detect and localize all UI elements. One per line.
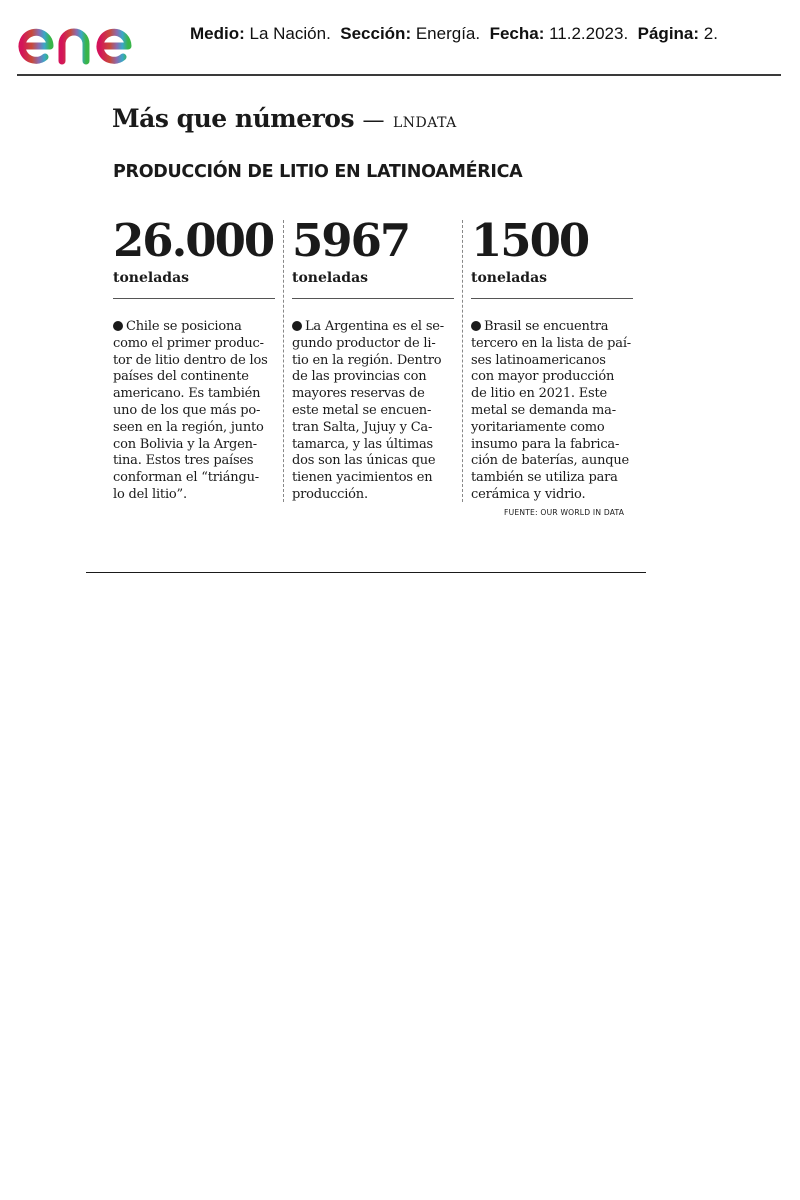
figure-value: 1500 — [471, 214, 589, 267]
medio-label: Medio: — [190, 24, 245, 43]
text-line: yoritariamente como — [471, 419, 605, 435]
text-line: también se utiliza para — [471, 470, 618, 486]
section-source: LNDATA — [392, 115, 457, 131]
metadata-line — [190, 24, 718, 44]
text-line: con mayor producción — [471, 369, 615, 385]
text-line: cerámica y vidrio. — [471, 486, 586, 502]
text-line: tio en la región. Dentro — [292, 352, 442, 368]
column-rule — [471, 298, 633, 299]
figure-value: 26.000 — [113, 214, 274, 267]
text-line: Brasil se encuentra — [471, 319, 633, 336]
text-line: tamarca, y las últimas — [292, 436, 434, 452]
figure-unit: toneladas — [113, 270, 190, 286]
text-line: tor de litio dentro de los — [113, 352, 268, 368]
source-credit: FUENTE: OUR WORLD IN DATA — [504, 508, 625, 517]
column-rule — [292, 298, 454, 299]
section-title: Más que números — [112, 104, 355, 133]
text-line: tran Salta, Jujuy y Ca- — [292, 419, 433, 435]
column-brasil — [471, 214, 633, 504]
medio-value: La Nación. — [249, 24, 331, 43]
column-separator — [462, 220, 463, 502]
text-line: con Bolivia y la Argen- — [113, 436, 257, 452]
figure-unit: toneladas — [471, 270, 548, 286]
bullet-icon — [292, 321, 302, 331]
bullet-icon — [113, 321, 123, 331]
text-line: de litio en 2021. Este — [471, 386, 608, 402]
text-line: La Argentina es el se- — [292, 319, 454, 336]
text-line: seen en la región, junto — [113, 419, 264, 435]
column-text — [471, 319, 633, 504]
text-line: conforman el “triángu- — [113, 470, 259, 486]
text-line: mayores reservas de — [292, 386, 425, 402]
text-line: este metal se encuen- — [292, 402, 432, 418]
text-line: americano. Es también — [113, 386, 261, 402]
text-line: tina. Estos tres países — [113, 453, 254, 469]
text-line: ción de baterías, aunque — [471, 453, 630, 469]
bullet-icon — [471, 321, 481, 331]
text-line: metal se demanda ma- — [471, 402, 616, 418]
text-line: lo del litio”. — [113, 486, 187, 502]
fecha-label: Fecha: — [489, 24, 545, 43]
figure-unit: toneladas — [292, 270, 369, 286]
text-line: ses latinoamericanos — [471, 352, 606, 368]
section-line — [112, 104, 457, 133]
text-line: tercero en la lista de paí- — [471, 335, 631, 351]
text-line: Chile se posiciona — [113, 319, 275, 336]
enel-logo — [16, 14, 172, 68]
text-line: países del continente — [113, 369, 249, 385]
pagina-label: Página: — [637, 24, 700, 43]
column-text — [292, 319, 454, 504]
text-line: gundo productor de li- — [292, 335, 436, 351]
fecha-value: 11.2.2023. — [549, 24, 629, 43]
text-line: uno de los que más po- — [113, 402, 261, 418]
column-separator — [283, 220, 284, 502]
header — [0, 0, 800, 76]
text-line: de las provincias con — [292, 369, 427, 385]
text-line: dos son las únicas que — [292, 453, 436, 469]
text-line: como el primer produc- — [113, 335, 264, 351]
seccion-label: Sección: — [340, 24, 412, 43]
seccion-value: Energía. — [415, 24, 481, 43]
header-divider — [17, 74, 781, 76]
column-text — [113, 319, 275, 504]
section-dash: — — [362, 108, 385, 133]
text-line: tienen yacimientos en — [292, 470, 433, 486]
headline: PRODUCCIÓN DE LITIO EN LATINOAMÉRICA — [113, 162, 523, 182]
clipping-bottom-divider — [86, 572, 646, 573]
column-argentina — [292, 214, 454, 504]
column-chile — [113, 214, 275, 504]
text-line: insumo para la fabrica- — [471, 436, 620, 452]
text-line: producción. — [292, 486, 368, 502]
column-rule — [113, 298, 275, 299]
figure-value: 5967 — [292, 214, 410, 267]
pagina-value: 2. — [703, 24, 718, 43]
